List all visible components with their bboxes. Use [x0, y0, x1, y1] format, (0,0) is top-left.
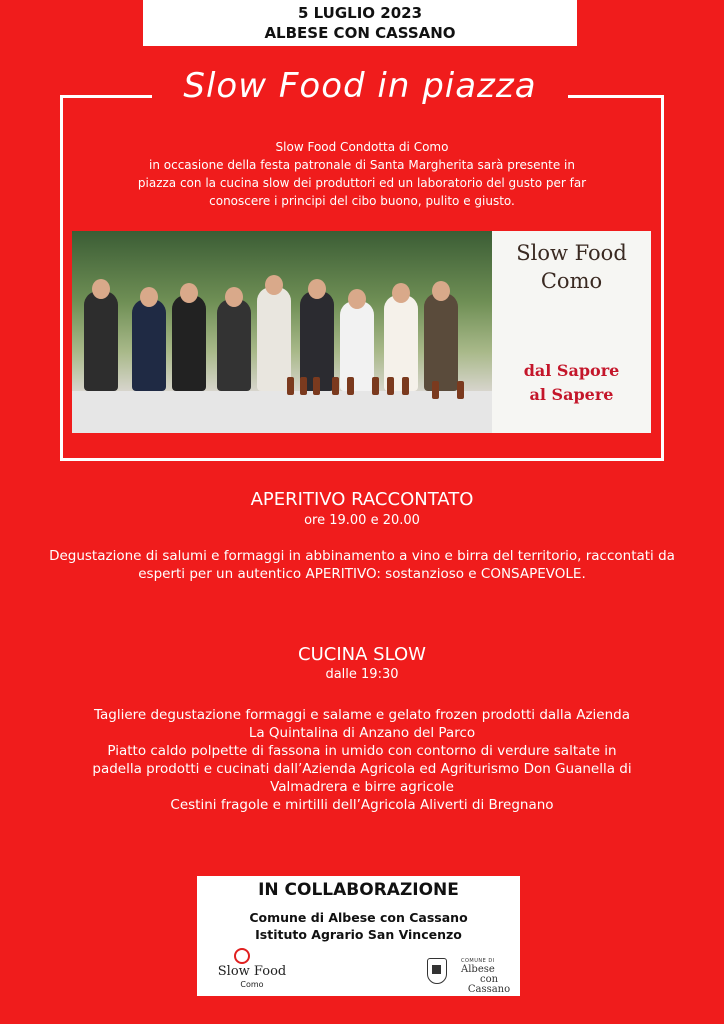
cucina-time: dalle 19:30	[325, 667, 399, 682]
photo-person-head	[92, 279, 110, 299]
intro-line-2: in occasione della festa patronale di Santa Margherita sarà presente in	[149, 158, 575, 172]
cucina-line-5: Valmadrera e birre agricole	[270, 779, 454, 795]
slow-food-logo-name: Slow Food	[217, 964, 287, 979]
cucina-heading: CUCINA SLOW	[298, 644, 426, 665]
photo-jar	[347, 377, 354, 395]
comune-logo-line-2: con Cassano	[467, 974, 511, 995]
cucina-line-3: Piatto caldo polpette di fassona in umido con contorno di verdure saltate in	[107, 743, 617, 759]
cucina-line-1: Tagliere degustazione formaggi e salame e gelato frozen prodotti dalla Azienda	[93, 707, 631, 723]
snail-icon	[234, 948, 250, 964]
intro-line-4: conoscere i principi del cibo buono, pulito e giusto.	[209, 194, 515, 208]
comune-logo-label: COMUNE DI	[461, 958, 495, 964]
photo-banner-line-2: Como	[540, 269, 603, 293]
intro-line-1: Slow Food Condotta di Como	[275, 140, 449, 154]
photo-jar	[432, 381, 439, 399]
frame-top-left-edge	[60, 95, 152, 98]
collaboration-heading: IN COLLABORAZIONE	[258, 880, 459, 900]
photo-banner-line-3: dal Sapore	[523, 361, 620, 380]
aperitivo-heading: APERITIVO RACCONTATO	[250, 489, 474, 510]
photo-person	[300, 291, 334, 391]
photo-jar	[287, 377, 294, 395]
photo-person-head	[180, 283, 198, 303]
photo-person	[257, 287, 291, 391]
frame-top-right-edge	[568, 95, 664, 98]
slow-food-logo	[207, 948, 297, 992]
photo-person-head	[225, 287, 243, 307]
event-date: 5 LUGLIO 2023	[297, 4, 423, 22]
photo-person	[172, 295, 206, 391]
photo-jar	[300, 377, 307, 395]
photo-person-head	[348, 289, 366, 309]
photo-person	[340, 301, 374, 391]
photo-banner-bottom	[492, 359, 651, 407]
photo-jar	[313, 377, 320, 395]
event-place: ALBESE CON CASSANO	[264, 24, 456, 42]
photo-person	[132, 299, 166, 391]
photo-banner	[492, 231, 651, 433]
aperitivo-line-2: esperti per un autentico APERITIVO: sostanzioso e CONSAPEVOLE.	[138, 566, 586, 582]
comune-logo-line-1: Albese	[461, 964, 495, 975]
aperitivo-line-1: Degustazione di salumi e formaggi in abbinamento a vino e birra del territorio, raccontati da	[49, 548, 675, 564]
photo-banner-line-4: al Sapere	[529, 385, 614, 404]
crest-icon	[427, 958, 447, 984]
comune-logo	[427, 956, 517, 995]
photo-person-head	[308, 279, 326, 299]
photo-person-head	[432, 281, 450, 301]
photo-banner-line-1: Slow Food	[516, 241, 627, 265]
aperitivo-description	[20, 547, 704, 583]
group-photo	[72, 231, 651, 433]
collaboration-box	[197, 876, 520, 996]
cucina-line-4: padella prodotti e cucinati dall’Azienda Agricola ed Agriturismo Don Guanella di	[92, 761, 632, 777]
photo-person	[217, 299, 251, 391]
collaboration-partner-1: Comune di Albese con Cassano	[249, 910, 468, 925]
photo-people	[72, 261, 492, 391]
photo-jar	[402, 377, 409, 395]
photo-jar	[387, 377, 394, 395]
page-title: Slow Food in piazza	[183, 66, 537, 106]
photo-person-head	[140, 287, 158, 307]
photo-person-head	[392, 283, 410, 303]
cucina-description	[20, 706, 704, 814]
slow-food-logo-city: Como	[240, 980, 264, 989]
photo-person	[424, 293, 458, 391]
photo-banner-top	[492, 239, 651, 295]
intro-text	[80, 138, 644, 210]
cucina-line-6: Cestini fragole e mirtilli dell’Agricola Aliverti di Bregnano	[170, 797, 554, 813]
collaboration-partner-2: Istituto Agrario San Vincenzo	[255, 927, 462, 942]
intro-line-3: piazza con la cucina slow dei produttori ed un laboratorio del gusto per far	[137, 176, 587, 190]
photo-person-head	[265, 275, 283, 295]
photo-jar	[457, 381, 464, 399]
photo-person	[84, 291, 118, 391]
date-banner	[143, 0, 577, 46]
cucina-line-2: La Quintalina di Anzano del Parco	[248, 725, 476, 741]
photo-jar	[372, 377, 379, 395]
photo-jar	[332, 377, 339, 395]
aperitivo-time: ore 19.00 e 20.00	[304, 513, 420, 528]
